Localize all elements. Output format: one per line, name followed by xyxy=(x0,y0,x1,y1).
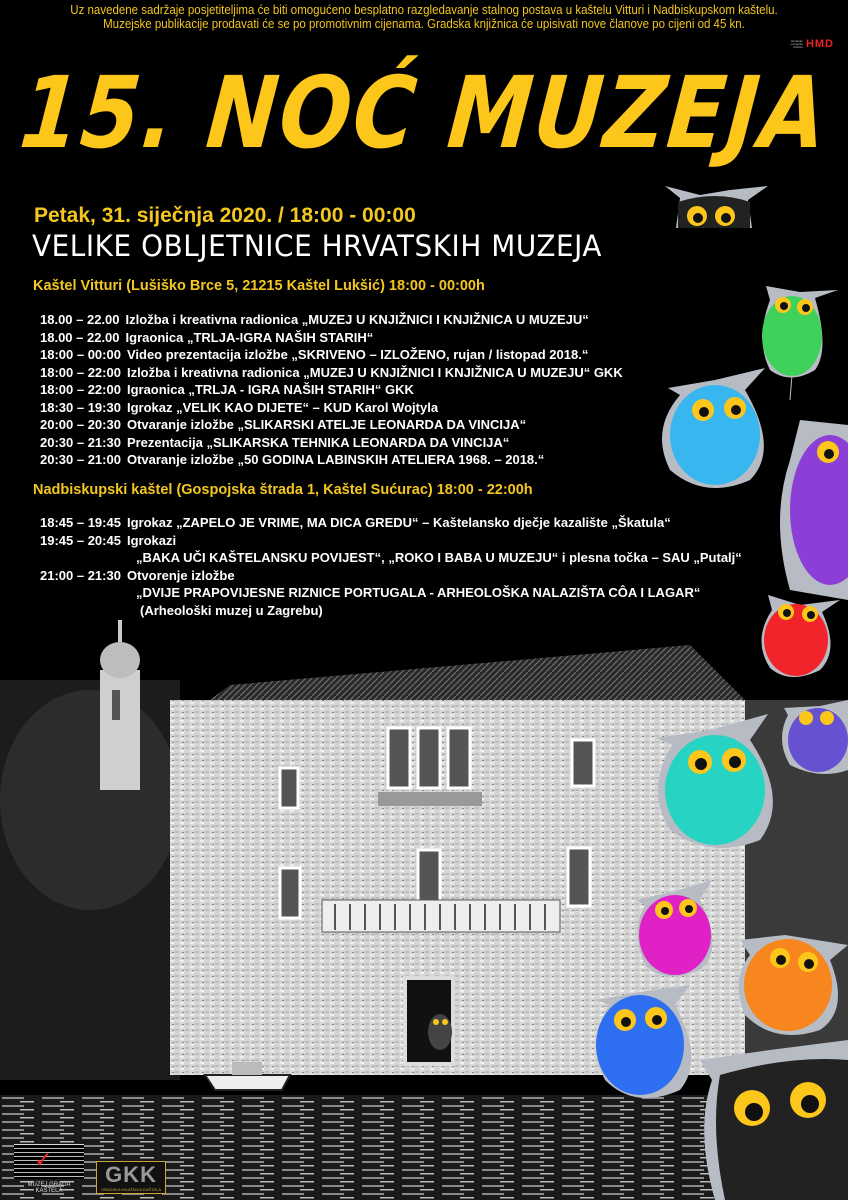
schedule-time: 18:30 – 19:30 xyxy=(40,399,121,415)
library-logo-label: GRADSKA KNJIŽNICA KAŠTELA xyxy=(101,1187,162,1192)
schedule-item xyxy=(40,567,742,585)
schedule-time: 20:30 – 21:00 xyxy=(40,452,121,467)
schedule-item xyxy=(40,451,623,469)
schedule-item xyxy=(40,311,623,329)
owl-icon-green xyxy=(762,286,838,400)
venue-heading-nadbiskupski: Nadbiskupski kaštel (Gospojska štrada 1, Kaštel Sućurac) 18:00 - 22:00h xyxy=(33,482,533,498)
schedule-text: Prezentacija „SLIKARSKA TEHNIKA LEONARDA DA VINCIJA“ xyxy=(126,434,510,450)
schedule-time: 18:00 – 22:00 xyxy=(40,382,121,397)
schedule-time: 20:00 – 20:30 xyxy=(40,417,121,432)
schedule-text: Izložba i kreativna radionica „MUZEJ U KNJIŽNICI I KNJIŽNICA U MUZEJU“ GKK xyxy=(126,364,623,380)
schedule-text: Igraonica „TRLJA - IGRA NAŠIH STARIH“ GKK xyxy=(126,382,414,397)
castle-photo xyxy=(0,600,848,1200)
library-logo xyxy=(96,1161,166,1194)
schedule-item xyxy=(40,346,623,364)
schedule-item xyxy=(40,532,742,550)
schedule-time: 18:45 – 19:45 xyxy=(40,515,121,530)
schedule-time: 18.00 – 22.00 xyxy=(40,329,120,345)
schedule-item xyxy=(40,514,742,532)
schedule-text: Video prezentacija izložbe „SKRIVENO – IZLOŽENO, rujan / listopad 2018.“ xyxy=(126,347,589,362)
schedule-item xyxy=(40,416,623,434)
library-logo-mark: GKK xyxy=(105,1162,157,1187)
schedule-detail-organizer: (Arheološki muzej u Zagrebu) xyxy=(140,602,323,618)
hrmd-logo-mark: HMD xyxy=(805,38,834,50)
museum-logo xyxy=(14,1144,84,1194)
event-date-time: Petak, 31. siječnja 2020. / 18:00 - 00:00 xyxy=(34,204,416,227)
schedule-detail: „DVIJE PRAPOVIJESNE RIZNICE PORTUGALA - ARHEOLOŠKA NALAZIŠTA CÔA I LAGAR“ xyxy=(136,585,701,600)
schedule-item xyxy=(40,364,623,382)
schedule-item xyxy=(40,434,623,452)
schedule-text: Igrokazi xyxy=(126,532,177,548)
museum-logo-mark xyxy=(14,1144,84,1179)
owl-icon-purple xyxy=(780,420,848,600)
owl-icon-sky xyxy=(662,368,765,488)
schedule-item xyxy=(40,399,623,417)
schedule-time: 18:00 – 22:00 xyxy=(40,364,121,380)
schedule-item xyxy=(40,381,623,399)
schedule-text: Izložba i kreativna radionica „MUZEJ U KNJIŽNICI I KNJIŽNICA U MUZEJU“ xyxy=(125,312,589,327)
schedule-text: Otvorenje izložbe xyxy=(126,567,235,583)
notice-line-2: Muzejske publikacije prodavati će se po promotivnim cijenama. Gradska knjižnica će upisivati nove članove po cijeni od 45 kn. xyxy=(103,17,745,31)
notice-line-1: Uz navedene sadržaje posjetiteljima će biti omogućeno besplatno razgledavanje stalnog postava u kaštelu Vitturi i Nadbiskupskom kaštelu. xyxy=(70,3,778,17)
schedule-text: Otvaranje izložbe „SLIKARSKI ATELJE LEONARDA DA VINCIJA“ xyxy=(126,417,527,432)
schedule-item xyxy=(40,329,623,347)
schedule-text: Igraonica „TRLJA-IGRA NAŠIH STARIH“ xyxy=(125,329,374,345)
venue-heading-vitturi: Kaštel Vitturi (Lušiško Brce 5, 21215 Kaštel Lukšić) 18:00 - 00:00h xyxy=(33,278,485,294)
schedule-text: Otvaranje izložbe „50 GODINA LABINSKIH ATELIERA 1968. – 2018.“ xyxy=(126,452,545,467)
schedule-time: 18.00 – 22.00 xyxy=(40,312,120,327)
museum-logo-label: MUZEJ GRADA KAŠTELA xyxy=(27,1182,71,1194)
poster-title: 15. NOĆ MUZEJA xyxy=(15,56,834,171)
checkmark-icon: ✓ xyxy=(34,1147,53,1172)
schedule-time: 21:00 – 21:30 xyxy=(40,567,121,583)
sponsor-logos xyxy=(14,1144,166,1194)
schedule-time: 19:45 – 20:45 xyxy=(40,532,121,548)
schedule-detail: „BAKA UČI KAŠTELANSKU POVIJEST“, „ROKO I BABA U MUZEJU“ i plesna točka – SAU „Putalj“ xyxy=(136,550,742,565)
hrmd-logo xyxy=(781,38,834,50)
event-subtitle: VELIKE OBLJETNICE HRVATSKIH MUZEJA xyxy=(32,229,603,263)
schedule-vitturi xyxy=(40,311,623,469)
schedule-text: Igrokaz „VELIK KAO DIJETE“ – KUD Karol Wojtyla xyxy=(126,399,439,415)
schedule-time: 20:30 – 21:30 xyxy=(40,434,121,450)
hrmd-logo-small-text: Hrvatsko muzejsko društvo xyxy=(790,38,803,49)
notice-text xyxy=(34,3,814,31)
schedule-text: Igrokaz „ZAPELO JE VRIME, MA DICA GREDU“ – Kaštelansko dječje kazalište „Škatula“ xyxy=(126,515,671,530)
schedule-time: 18:00 – 00:00 xyxy=(40,347,121,362)
owl-icon-peeking xyxy=(665,186,768,228)
